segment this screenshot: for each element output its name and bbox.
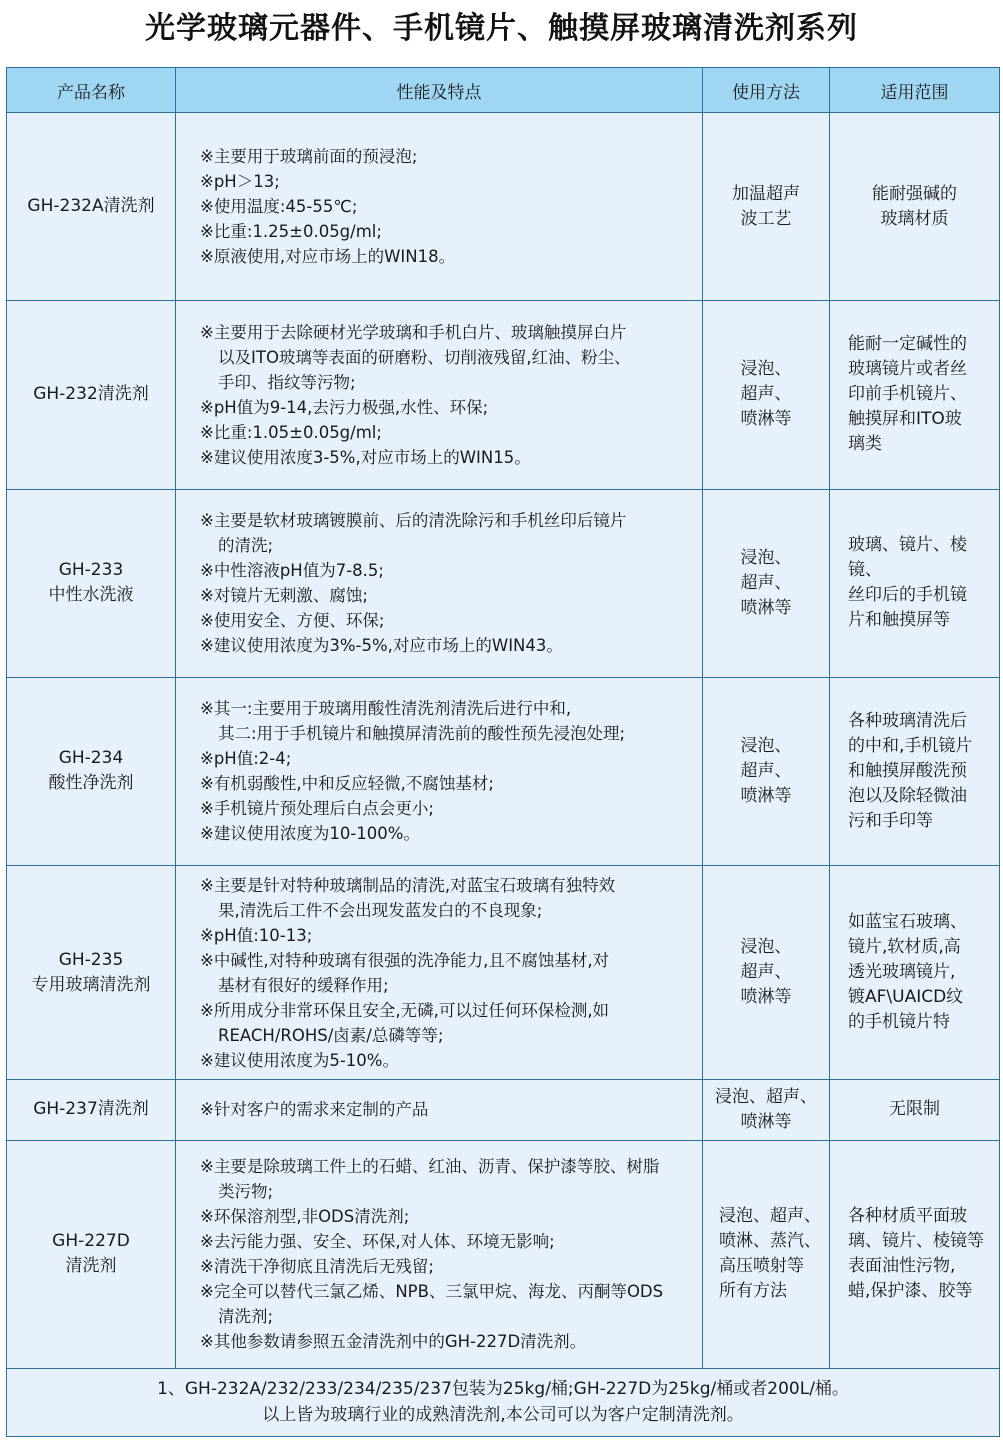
- usage-method-cell: [703, 1080, 830, 1140]
- feature-line: 其二:用于手机镜片和触摸屏清洗前的酸性预先浸泡处理;: [218, 724, 626, 744]
- feature-line: 的清洗;: [218, 536, 274, 556]
- feature-line: ※主要用于去除硬材光学玻璃和手机白片、玻璃触摸屏白片: [200, 322, 627, 342]
- table-row: [7, 489, 1000, 677]
- scope-line: 璃、镜片、棱镜等: [848, 1231, 984, 1252]
- feature-line: ※使用安全、方便、环保;: [200, 611, 385, 631]
- product-name-cell: [7, 866, 176, 1080]
- product-name-line: GH-227D: [52, 1231, 130, 1252]
- product-name-cell: [7, 301, 176, 489]
- features-cell: [176, 301, 703, 489]
- table-row: [7, 113, 1000, 301]
- usage-method-cell: [703, 301, 830, 489]
- scope-cell: [830, 1140, 1000, 1368]
- scope-line: 表面油性污物,: [848, 1256, 956, 1277]
- scope-line: 的手机镜片特: [848, 1012, 950, 1033]
- scope-line: 无限制: [889, 1099, 940, 1120]
- page-title: 光学玻璃元器件、手机镜片、触摸屏玻璃清洗剂系列: [145, 11, 858, 46]
- footer-line: 1、GH-232A/232/233/234/235/237包装为25kg/桶;GH-227D为25kg/桶或者200L/桶。: [157, 1379, 849, 1400]
- feature-line: ※主要是除玻璃工件上的石蜡、红油、沥青、保护漆等胶、树脂: [200, 1157, 660, 1177]
- scope-cell: [830, 866, 1000, 1080]
- usage-method-line: 所有方法: [719, 1281, 787, 1302]
- usage-method-line: 浸泡、: [740, 359, 792, 380]
- usage-method-line: 波工艺: [740, 208, 792, 229]
- product-name-cell: [7, 489, 176, 677]
- usage-method-line: 超声、: [740, 384, 792, 405]
- header-product-name: 产品名称: [7, 68, 176, 113]
- header-scope: 适用范围: [830, 68, 1000, 113]
- scope-line: 璃类: [848, 434, 882, 455]
- footer-line: 以上皆为玻璃行业的成熟清洗剂,本公司可以为客户定制清洗剂。: [262, 1405, 744, 1426]
- usage-method-cell: [703, 1140, 830, 1368]
- product-name-line: GH-233: [58, 560, 124, 581]
- feature-line: ※pH＞13;: [200, 172, 280, 192]
- product-name-line: 中性水洗液: [48, 585, 134, 606]
- feature-line: ※原液使用,对应市场上的WIN18。: [200, 247, 456, 267]
- feature-line: ※建议使用浓度为3%-5%,对应市场上的WIN43。: [200, 636, 563, 656]
- feature-line: ※建议使用浓度为5-10%。: [200, 1050, 399, 1070]
- scope-line: 丝印后的手机镜: [848, 585, 967, 606]
- usage-method-line: 超声、: [740, 760, 792, 781]
- features-cell: [176, 866, 703, 1080]
- scope-cell: [830, 489, 1000, 677]
- scope-line: 镜片,软材质,高: [848, 937, 961, 958]
- feature-line: ※使用温度:45-55℃;: [200, 197, 358, 217]
- product-name-line: 清洗剂: [65, 1256, 117, 1277]
- scope-cell: [830, 301, 1000, 489]
- feature-line: ※比重:1.05±0.05g/ml;: [200, 422, 382, 442]
- usage-method-line: 浸泡、: [740, 547, 792, 568]
- table-row: [7, 677, 1000, 865]
- table-row: [7, 866, 1000, 1080]
- scope-line: 玻璃、镜片、棱镜、: [848, 535, 967, 581]
- footer-row: [7, 1368, 1000, 1436]
- usage-method-line: 浸泡、超声、: [715, 1086, 817, 1107]
- feature-line: ※有机弱酸性,中和反应轻微,不腐蚀基材;: [200, 774, 494, 794]
- feature-line: ※手机镜片预处理后白点会更小;: [200, 799, 434, 819]
- features-cell: [176, 1140, 703, 1368]
- feature-line: ※针对客户的需求来定制的产品: [200, 1100, 429, 1120]
- usage-method-line: 喷淋等: [740, 597, 792, 618]
- feature-line: ※所用成分非常环保且安全,无磷,可以过任何环保检测,如: [200, 1000, 610, 1020]
- usage-method-line: 喷淋等: [740, 1111, 792, 1132]
- feature-line: ※pH值:10-13;: [200, 925, 313, 945]
- scope-line: 能耐一定碱性的: [848, 334, 967, 355]
- scope-line: 和触摸屏酸洗预: [848, 760, 967, 781]
- scope-line: 镀AF\UAICD纹: [848, 987, 964, 1008]
- features-cell: [176, 1080, 703, 1140]
- usage-method-line: 超声、: [740, 962, 792, 983]
- scope-line: 玻璃镜片或者丝: [848, 359, 967, 380]
- scope-line: 污和手印等: [848, 810, 933, 831]
- usage-method-cell: [703, 113, 830, 301]
- usage-method-line: 喷淋等: [740, 785, 792, 806]
- scope-line: 各种玻璃清洗后: [848, 710, 967, 731]
- product-name-cell: [7, 1140, 176, 1368]
- features-cell: [176, 677, 703, 865]
- product-name-cell: [7, 677, 176, 865]
- feature-line: ※其他参数请参照五金清洗剂中的GH-227D清洗剂。: [200, 1332, 587, 1352]
- usage-method-cell: [703, 677, 830, 865]
- product-name-line: GH-234: [58, 748, 124, 769]
- table-row: [7, 1140, 1000, 1368]
- feature-line: ※其一:主要用于玻璃用酸性清洗剂清洗后进行中和,: [200, 699, 572, 719]
- feature-line: ※建议使用浓度3-5%,对应市场上的WIN15。: [200, 447, 531, 467]
- feature-line: ※去污能力强、安全、环保,对人体、环境无影响;: [200, 1232, 555, 1252]
- feature-line: ※pH值为9-14,去污力极强,水性、环保;: [200, 397, 489, 417]
- feature-line: ※比重:1.25±0.05g/ml;: [200, 222, 382, 242]
- usage-method-cell: [703, 489, 830, 677]
- usage-method-line: 超声、: [740, 572, 792, 593]
- feature-line: 清洗剂;: [218, 1307, 274, 1327]
- features-cell: [176, 489, 703, 677]
- scope-line: 的中和,手机镜片: [848, 735, 973, 756]
- usage-method-cell: [703, 866, 830, 1080]
- scope-line: 触摸屏和ITO玻: [848, 409, 962, 430]
- scope-cell: [830, 677, 1000, 865]
- product-name-line: GH-232清洗剂: [33, 384, 149, 405]
- feature-line: 手印、指纹等污物;: [218, 372, 356, 392]
- table-row: [7, 301, 1000, 489]
- scope-line: 玻璃材质: [880, 208, 949, 229]
- feature-line: ※中性溶液pH值为7-8.5;: [200, 561, 384, 581]
- usage-method-line: 喷淋等: [740, 409, 792, 430]
- usage-method-line: 加温超声: [732, 183, 800, 204]
- header-features: 性能及特点: [176, 68, 703, 113]
- feature-line: ※环保溶剂型,非ODS清洗剂;: [200, 1207, 410, 1227]
- scope-line: 印前手机镜片、: [848, 384, 967, 405]
- feature-line: 以及ITO玻璃等表面的研磨粉、切削液残留,红油、粉尘、: [218, 347, 631, 367]
- scope-line: 各种材质平面玻: [848, 1206, 967, 1227]
- scope-line: 能耐强碱的: [872, 183, 957, 204]
- scope-cell: [830, 1080, 1000, 1140]
- usage-method-line: 浸泡、: [740, 735, 792, 756]
- usage-method-line: 浸泡、: [740, 937, 792, 958]
- feature-line: 类污物;: [218, 1182, 274, 1202]
- feature-line: ※主要是软材玻璃镀膜前、后的清洗除污和手机丝印后镜片: [200, 511, 627, 531]
- usage-method-line: 喷淋等: [740, 987, 792, 1008]
- product-name-line: GH-232A清洗剂: [27, 196, 155, 217]
- header-usage-method: 使用方法: [703, 68, 830, 113]
- feature-line: REACH/ROHS/卤素/总磷等等;: [218, 1025, 444, 1045]
- product-name-line: 酸性净洗剂: [48, 773, 134, 794]
- feature-line: ※pH值:2-4;: [200, 749, 292, 769]
- feature-line: 果,清洗后工件不会出现发蓝发白的不良现象;: [218, 900, 543, 920]
- feature-line: ※完全可以替代三氯乙烯、NPB、三氯甲烷、海龙、丙酮等ODS: [200, 1282, 664, 1302]
- feature-line: ※建议使用浓度为10-100%。: [200, 824, 420, 844]
- product-name-cell: [7, 1080, 176, 1140]
- scope-line: 片和触摸屏等: [848, 610, 950, 631]
- feature-line: ※对镜片无刺激、腐蚀;: [200, 586, 368, 606]
- feature-line: ※主要用于玻璃前面的预浸泡;: [200, 147, 418, 167]
- usage-method-line: 喷淋、蒸汽、: [719, 1231, 821, 1252]
- table-header-row: [7, 68, 1000, 113]
- footer-note: [7, 1368, 1000, 1436]
- feature-line: ※主要是针对特种玻璃制品的清洗,对蓝宝石玻璃有独特效: [200, 875, 616, 895]
- feature-line: ※清洗干净彻底且清洗后无残留;: [200, 1257, 434, 1277]
- scope-line: 泡以及除轻微油: [848, 785, 967, 806]
- product-table: [6, 67, 1000, 1437]
- usage-method-line: 高压喷射等: [719, 1256, 804, 1277]
- product-name-line: GH-237清洗剂: [33, 1099, 149, 1120]
- scope-cell: [830, 113, 1000, 301]
- scope-line: 蜡,保护漆、胶等: [848, 1281, 973, 1302]
- features-cell: [176, 113, 703, 301]
- product-name-cell: [7, 113, 176, 301]
- table-row: [7, 1080, 1000, 1140]
- feature-line: ※中碱性,对特种玻璃有很强的洗净能力,且不腐蚀基材,对: [200, 950, 610, 970]
- usage-method-line: 浸泡、超声、: [719, 1206, 821, 1227]
- product-name-line: GH-235: [58, 949, 124, 970]
- scope-line: 如蓝宝石玻璃、: [848, 912, 967, 933]
- scope-line: 透光玻璃镜片,: [848, 962, 956, 983]
- product-name-line: 专用玻璃清洗剂: [31, 974, 151, 995]
- feature-line: 基材有很好的缓释作用;: [218, 975, 389, 995]
